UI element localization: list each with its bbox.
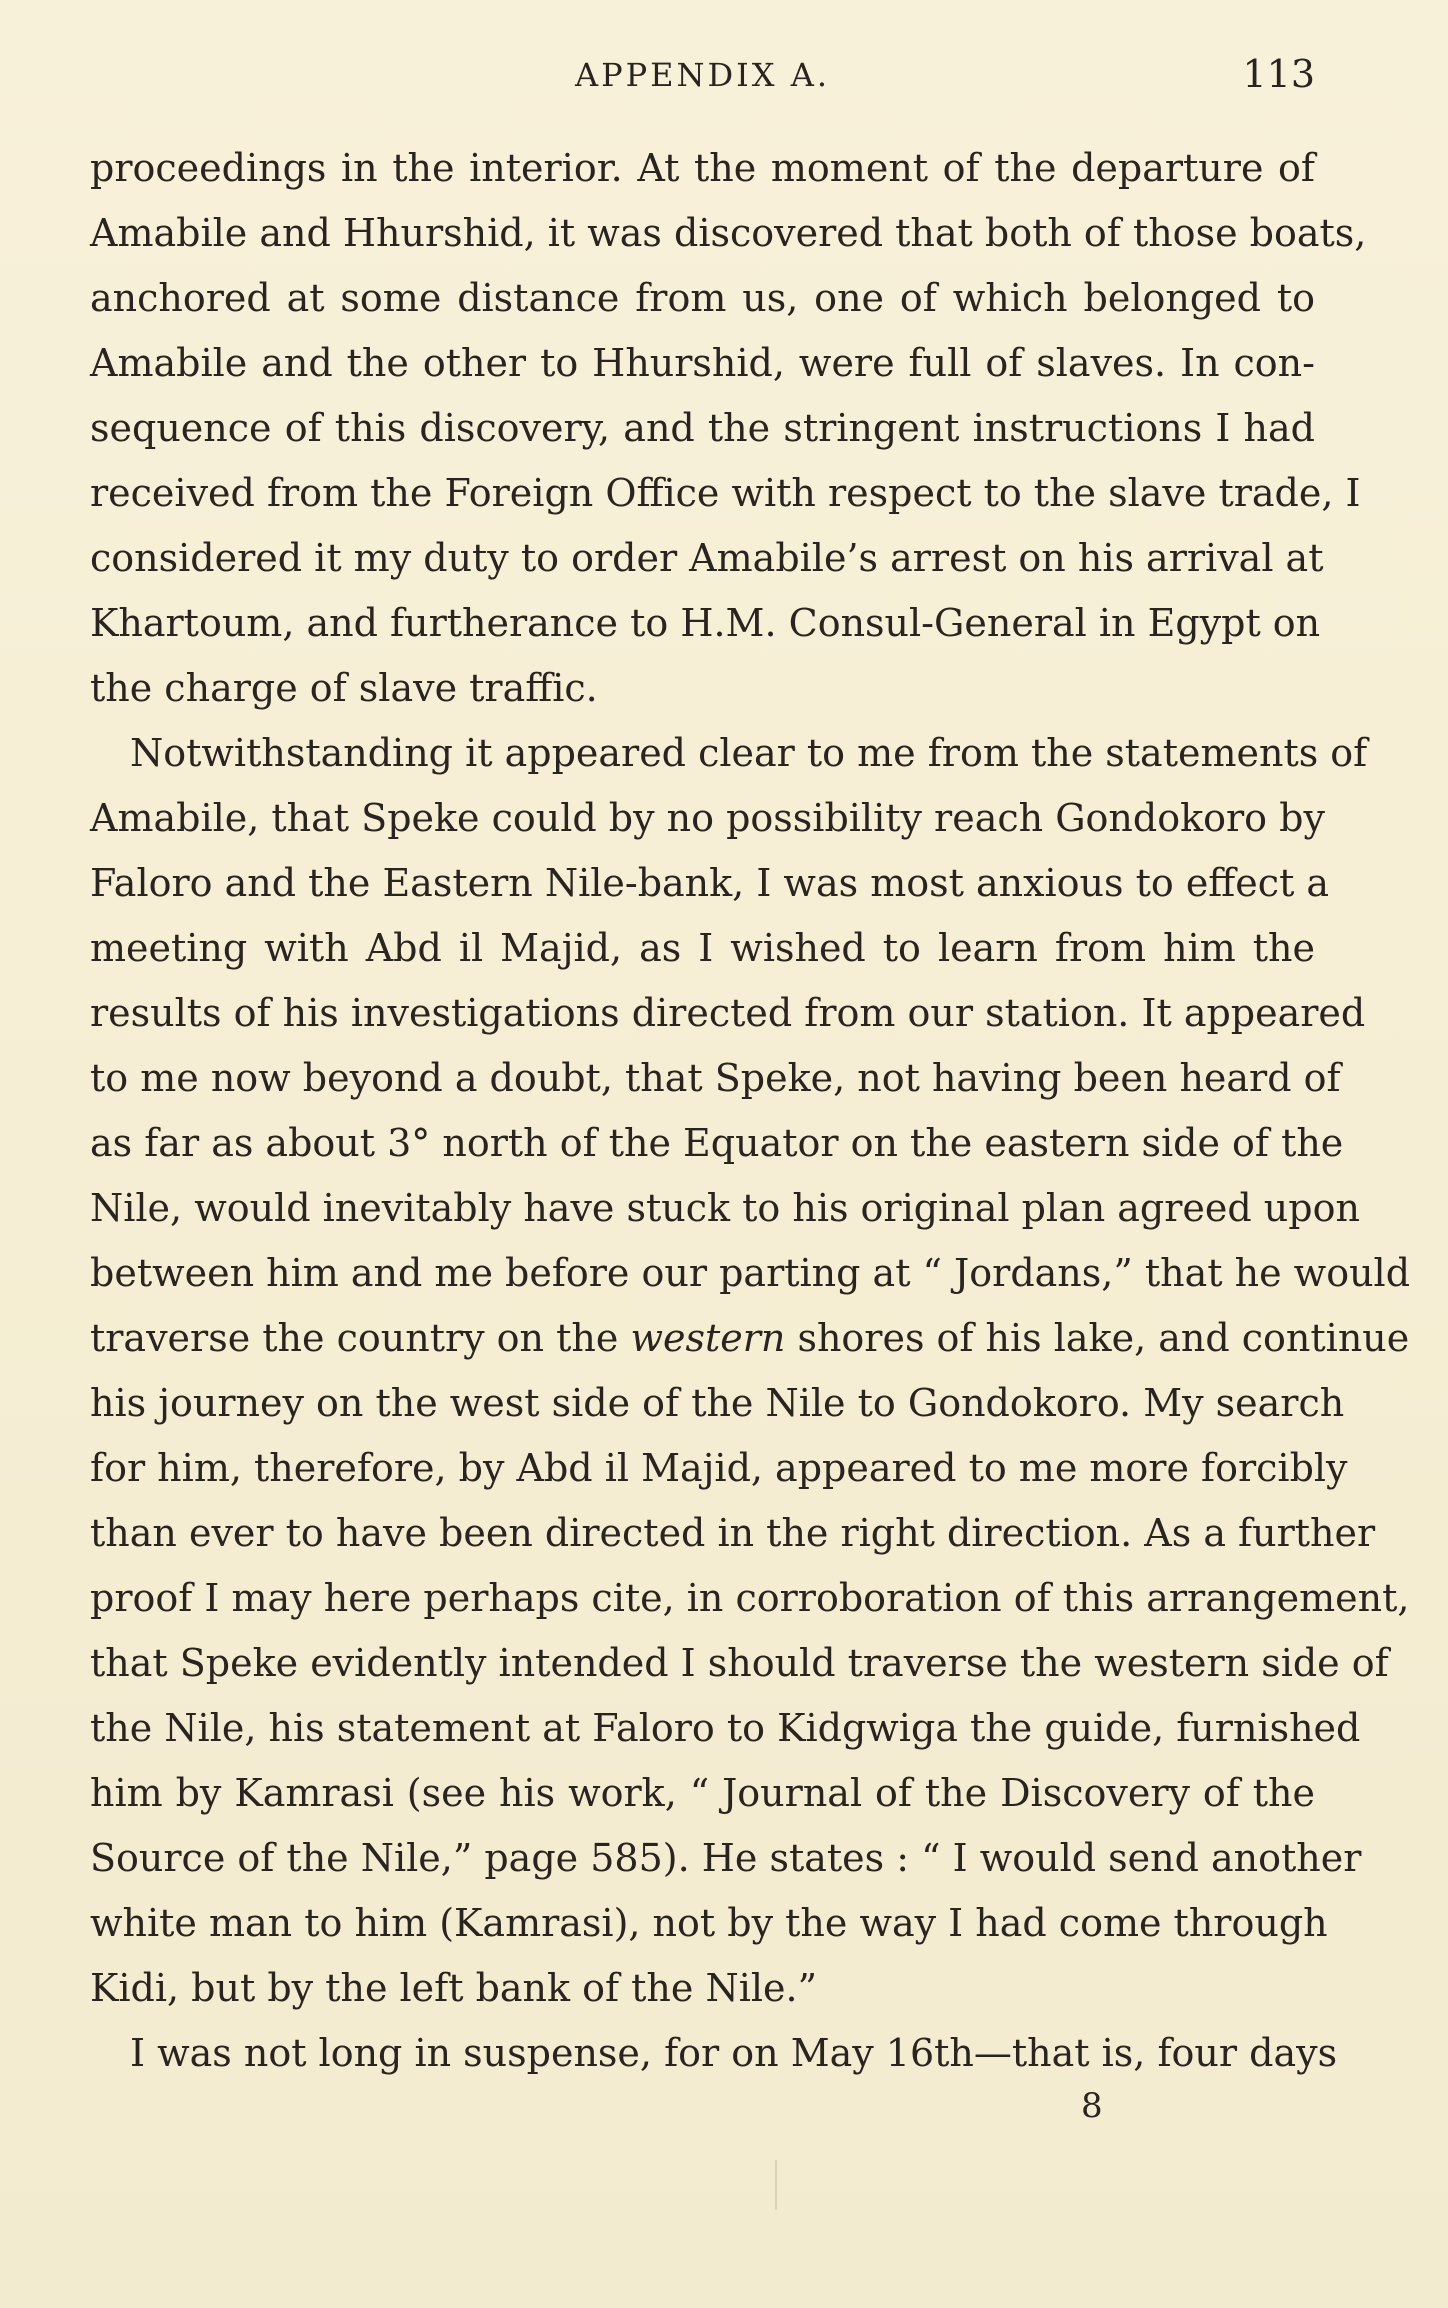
text-line: Amabile and Hhurshid, it was discovered that both of those boats,	[90, 211, 1367, 255]
text-line: to me now beyond a doubt, that Speke, not having been heard of	[90, 1056, 1341, 1100]
text-line: him by Kamrasi (see his work, “ Journal of the Discovery of the	[90, 1771, 1315, 1815]
text-line: Khartoum, and furtherance to H.M. Consul-General in Egypt on	[90, 601, 1321, 645]
text-line: proceedings in the interior. At the moment of the departure of	[90, 146, 1315, 190]
text-line-with-italic	[90, 1306, 1410, 1371]
text-line: for him, therefore, by Abd il Majid, appeared to me more forcibly	[90, 1446, 1348, 1490]
text-line: between him and me before our parting at “ Jordans,” that he would	[90, 1251, 1411, 1295]
text-line: Source of the Nile,” page 585). He states : “ I would send another	[90, 1836, 1362, 1880]
text-line: as far as about 3° north of the Equator on the eastern side of the	[90, 1121, 1344, 1165]
text-line: sequence of this discovery, and the stringent instructions I had	[90, 406, 1315, 450]
text-line: than ever to have been directed in the right direction. As a further	[90, 1511, 1376, 1555]
text-line: results of his investigations directed from our station. It appeared	[90, 991, 1366, 1035]
text-line: his journey on the west side of the Nile to Gondokoro. My search	[90, 1381, 1345, 1425]
text-line: received from the Foreign Office with respect to the slave trade, I	[90, 471, 1361, 515]
text-line: Amabile, that Speke could by no possibility reach Gondokoro by	[90, 796, 1325, 840]
text-line: proof I may here perhaps cite, in corroboration of this arrangement,	[90, 1576, 1410, 1620]
text-line: Amabile and the other to Hhurshid, were full of slaves. In con-	[90, 341, 1315, 385]
italic-word: western	[630, 1316, 786, 1360]
paragraph-first-line: Notwithstanding it appeared clear to me from the statements of	[130, 731, 1368, 775]
text-line: anchored at some distance from us, one of which belonged to	[90, 276, 1315, 320]
page-number: 113	[1242, 52, 1315, 96]
running-title: APPENDIX A.	[574, 56, 831, 94]
text-line: meeting with Abd il Majid, as I wished to learn from him the	[90, 926, 1315, 970]
running-head	[90, 52, 1315, 102]
paper-mark	[775, 2160, 777, 2210]
text-line: that Speke evidently intended I should traverse the western side of	[90, 1641, 1389, 1685]
signature-mark: 8	[1081, 2086, 1103, 2126]
text-line: Faloro and the Eastern Nile-bank, I was most anxious to effect a	[90, 861, 1330, 905]
text-line: considered it my duty to order Amabile’s arrest on his arrival at	[90, 536, 1324, 580]
text-segment: traverse the country on the	[90, 1316, 631, 1360]
body-text	[90, 136, 1411, 2086]
text-line: the Nile, his statement at Faloro to Kidgwiga the guide, furnished	[90, 1706, 1361, 1750]
text-line: Kidi, but by the left bank of the Nile.”	[90, 1966, 818, 2010]
text-line: the charge of slave traffic.	[90, 666, 598, 710]
text-line: Nile, would inevitably have stuck to his original plan agreed upon	[90, 1186, 1360, 1230]
text-segment: shores of his lake, and continue	[785, 1316, 1410, 1360]
text-line: white man to him (Kamrasi), not by the way I had come through	[90, 1901, 1328, 1945]
paragraph-first-line: I was not long in suspense, for on May 16th—that is, four days	[130, 2031, 1338, 2075]
